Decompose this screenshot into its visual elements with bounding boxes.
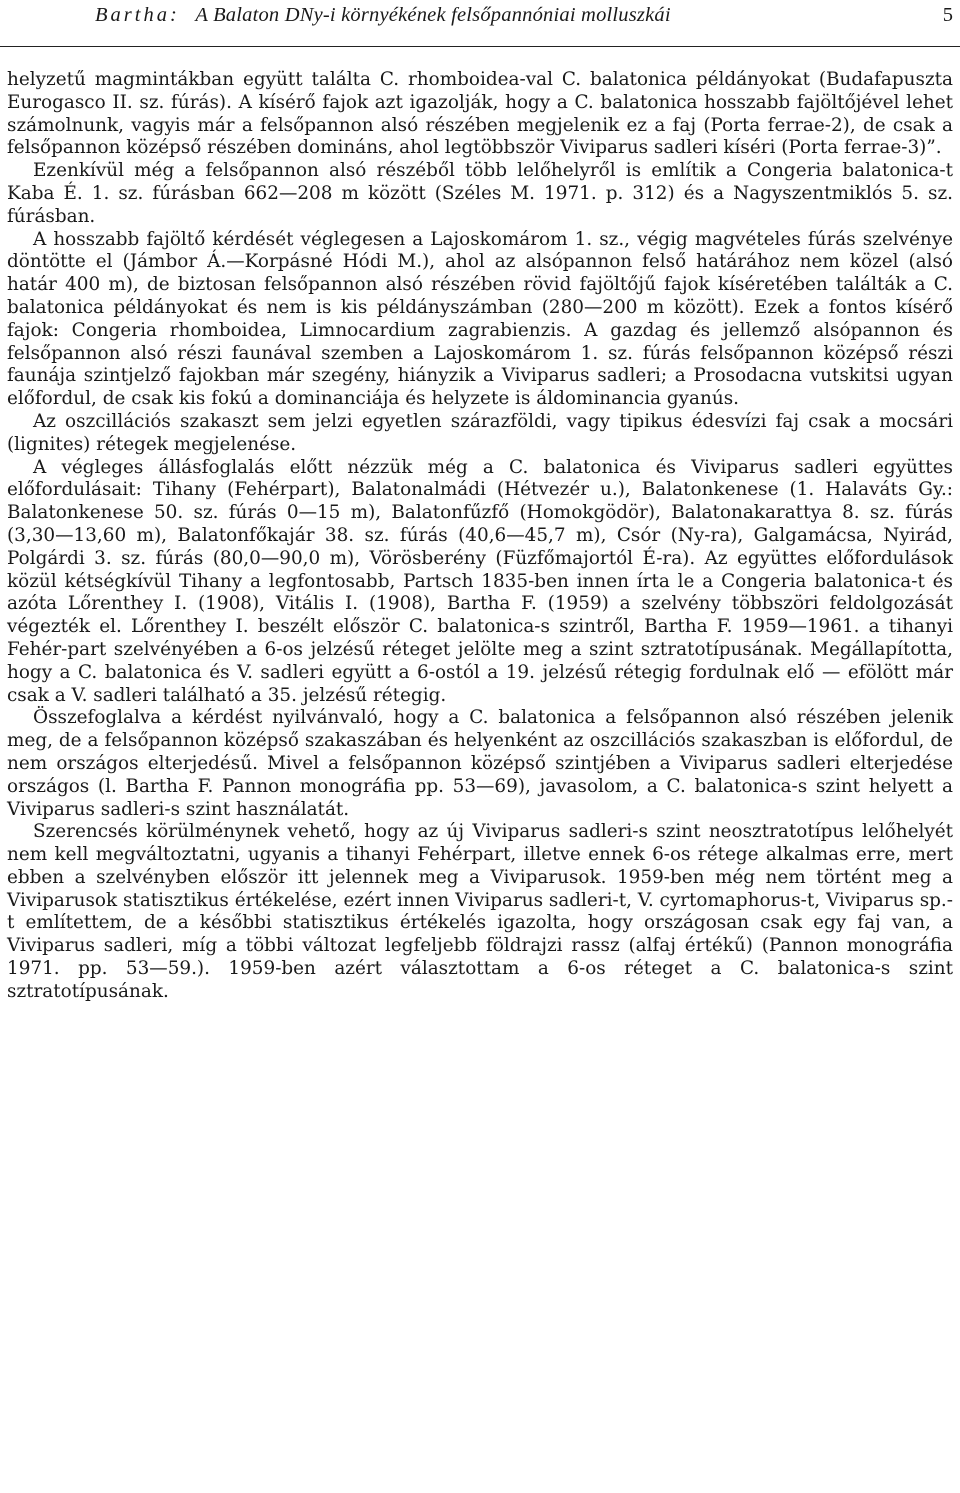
paragraph-7: Szerencsés körülménynek vehető, hogy az új Viviparus sadleri-s szint neosztratotípus lelőhelyét nem kell megváltoztatni, ugyanis a tihanyi Fehérpart, illetve ennek 6-os rétege alkalmas erre, mert ebben a szelvényben először itt jelennek meg a Viviparusok. 1959-ben még nem történt meg a Viviparusok statisztikus értékelése, ezért innen Viviparus sadleri-t, V. cyrtomaphorus-t, Viviparus sp.-t említettem, de a későbbi statisztikus értékelés igazolta, hogy országosan csak egy faj van, a Viviparus sadleri, míg a többi változat legfeljebb földrajzi rassz (alfaj értékű) (Pannon monográfia 1971. pp. 53—59.). 1959-ben azért választottam a 6-os réteget a C. balatonica-s szint sztratotípusának. bbox=[7, 821, 953, 1002]
body-text bbox=[7, 69, 953, 1004]
paragraph-6: Összefoglalva a kérdést nyilvánvaló, hogy a C. balatonica a felsőpannon alsó részében jelenik meg, de a felsőpannon középső szakaszában és helyenként az oszcillációs szakaszban is előfordul, de nem országos elterjedésű. Mivel a felsőpannon középső szintjében a Viviparus sadleri elterjedése országos (l. Bartha F. Pannon monográfia pp. 53—69), javasolom, a C. balatonica-s szint helyett a Viviparus sadleri-s szint használatát. bbox=[7, 707, 953, 820]
author-name: Bartha: bbox=[95, 4, 180, 26]
running-head bbox=[0, 0, 960, 47]
page-number: 5 bbox=[942, 4, 953, 26]
paragraph-2: Ezenkívül még a felsőpannon alsó részéből több lelőhelyről is említik a Congeria balatonica-t Kaba É. 1. sz. fúrásban 662—208 m között (Széles M. 1971. p. 312) és a Nagyszentmiklós 5. sz. fúrásban. bbox=[7, 160, 953, 227]
paragraph-5: A végleges állásfoglalás előtt nézzük még a C. balatonica és Viviparus sadleri együttes előfordulásait: Tihany (Fehérpart), Balatonalmádi (Hétvezér u.), Balatonkenese (1. Halaváts Gy.: Balatonkenese 50. sz. fúrás 0—15 m), Balatonfűzfő (Homokgödör), Balatonakarattya 8. sz. fúrás (3,30—13,60 m), Balatonfőkajár 38. sz. fúrás (40,6—45,7 m), Csór (Ny-ra), Galgamácsa, Nyirád, Polgárdi 3. sz. fúrás (80,0—90,0 m), Vörösberény (Füzfőmajortól É-ra). Az együttes előfordulások közül kétségkívül Tihany a legfontosabb, Partsch 1835-ben innen írta le a Congeria balatonica-t és azóta Lőrenthey I. (1908), Vitális I. (1908), Bartha F. (1959) a szelvény többszöri feldolgozását végezték el. Lőrenthey I. beszélt először C. balatonica-s szintről, Bartha F. 1959—1961. a tihanyi Fehér-part szelvényében a 6-os jelzésű réteget jelölte meg a szint sztratotípusának. Megállapította, hogy a C. balatonica és V. sadleri együtt a 6-ostól a 19. jelzésű rétegig fordulnak elő — efölött már csak a V. sadleri található a 35. jelzésű rétegig. bbox=[7, 456, 953, 706]
article-title: A Balaton DNy-i környékének felsőpannóniai molluszkái bbox=[195, 4, 671, 26]
running-head-title bbox=[95, 0, 671, 30]
paragraph-4: Az oszcillációs szakaszt sem jelzi egyetlen szárazföldi, vagy tipikus édesvízi faj csak a mocsári (lignites) rétegek megjelenése. bbox=[7, 410, 953, 455]
paragraph-1: helyzetű magmintákban együtt találta C. rhomboidea-val C. balatonica példányokat (Budafapuszta Eurogasco II. sz. fúrás). A kísérő fajok azt igazolják, hogy a C. balatonica hosszabb fajöltőjével lehet számolnunk, vagyis már a felsőpannon alsó részében megjelenik ez a faj (Porta ferrae-2), de csak a felsőpannon középső részében domináns, ahol legtöbbször Viviparus sadleri kíséri (Porta ferrae-3)”. bbox=[7, 69, 953, 159]
paragraph-3: A hosszabb fajöltő kérdését véglegesen a Lajoskomárom 1. sz., végig magvételes fúrás szelvénye döntötte el (Jámbor Á.—Korpásné Hódi M.), ahol az alsópannon felső határához nem közel (alsó határ 400 m), de biztosan felsőpannon alsó részében rövid fajöltőjű fajok kíséretében találták a C. balatonica példányokat és nem is kis példányszámban (280—200 m között). Ezek a fontos kísérő fajok: Congeria rhomboidea, Limnocardium zagrabienzis. A gazdag és jellemző alsópannon és felsőpannon alsó részi faunával szemben a Lajoskomárom 1. sz. fúrás felsőpannon középső részi faunája szintjelző fajokban már szegény, hiányzik a Viviparus sadleri; a Prosodacna vutskitsi ugyan előfordul, de csak kis fokú a dominanciája és helyzete is áldominancia gyanús. bbox=[7, 228, 953, 410]
